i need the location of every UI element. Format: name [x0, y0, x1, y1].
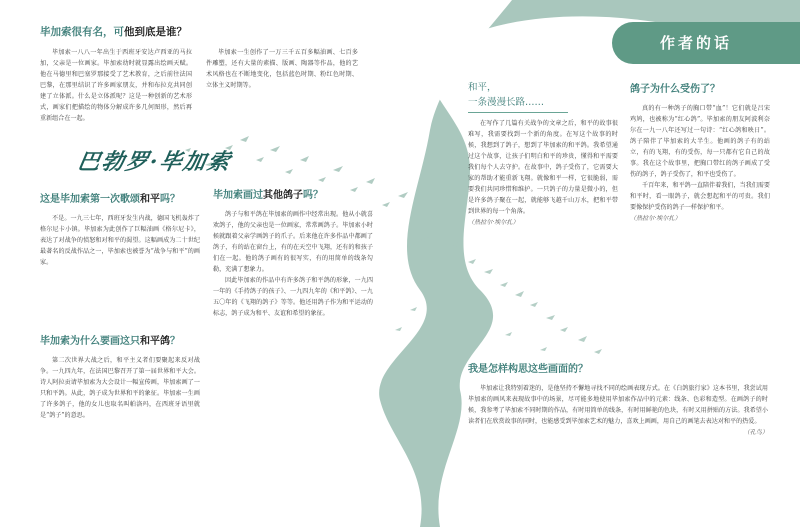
- quote-line-2: 一条漫漫长路……: [468, 97, 545, 108]
- section-title: 毕加索为什么要画这只和平鸽？: [40, 336, 180, 347]
- signature: （孔鸟）: [743, 429, 768, 436]
- section-other-doves: [213, 186, 373, 319]
- signature: （热拉尔·埃尔扎）: [468, 219, 519, 226]
- signature: （热拉尔·埃尔扎）: [630, 215, 681, 222]
- section-body: 真的有一种鸽子的胸口带“血”！它们就是吕宋鸡鸠，也被称为“红心鸽”。毕加索的朋友阿波利奈尔在一九一八年还写过一句诗：“红心鸽和映日”。鸽子陪伴了毕加索的大半生。他画的鸽子有的站立，有的飞翔，有的受伤，每一只都有它自己的故事。我在这个故事里，把胸口带红的鸽子画成了受伤的鸽子，鸽子受伤了，和平也受伤了。 千百年来，和平鸽一直陪伴着我们，当我们需要和平时，看一眼鸽子，就会想起和平的可贵。我们要像保护受伤的鸽子一样保护和平。: [630, 105, 770, 211]
- section-body: 不是。一九三七年，西班牙发生内战，德国飞机轰炸了格尔尼卡小镇。毕加索为此创作了巨幅油画《格尔尼卡》，表达了对战争的愤怒和对和平的渴望。这幅画成为二十世纪最著名的反战作品之一，毕加索也被誉为“战争与和平”的画家。: [40, 215, 200, 266]
- quote-underline: [468, 112, 568, 113]
- section-how-conceived: [468, 360, 768, 438]
- section-body: 毕加索让我特别着迷的，是他坚持不懈地寻找不同的绘画表现方式。在《白鸽旅行家》这本书里，我尝试用毕加索的画风来表现故事中的场景，尽可能多地使用毕加索作品中的元素：线条、色彩和造型。在画鸽子的时候，我参考了毕加索不同时期的作品，有时用简单的线条，有时用鲜艳的色块，有时又用拼贴的方法。我希望小读者们在欣赏故事的同时，也能感受到毕加索艺术的魅力，喜欢上画画，用自己的画笔去表达对和平的热爱。: [468, 385, 768, 425]
- section-title: 毕加索很有名，可他到底是谁？: [40, 26, 187, 38]
- section-body-col2: 毕加索一生创作了一万三千五百多幅油画、七百多件雕塑，还有大量的素描、版画、陶器等作品，他的艺术风格也在不断地变化，包括蓝色时期、粉红色时期、立体主义时期等。: [206, 49, 358, 89]
- section-title: 毕加索画过其他鸽子吗？: [213, 190, 323, 201]
- section-title: 鸽子为什么受伤了？: [630, 84, 720, 95]
- section-why-peace-dove: [40, 332, 200, 421]
- section-body-col1: 毕加索一八八一年出生于西班牙安达卢西亚的马拉加，父亲是一位画家。毕加索幼时就显露出绘画天赋。他在马德里和巴塞罗那接受了艺术教育，之后前往法国巴黎，在那里结识了许多画家朋友，并和布拉克共同创建了立体派。什么是立体派呢？这是一种创新的艺术形式，画家们把描绘的物体分解成许多几何图形，然后再重新组合在一起。: [40, 49, 192, 122]
- section-author-story: [468, 118, 618, 228]
- section-body: 鸽子与和平鸽在毕加索的画作中经常出现。他从小就喜欢鸽子，他的父亲也是一位画家，常常画鸽子。毕加索小时候就跟着父亲学画鸽子的爪子。后来他在许多作品中都画了鸽子，有的站在窗台上，有的在天空中飞翔，还有的和孩子们在一起。他的鸽子画有的很写实，有的用简单的线条勾勒，充满了想象力。 因此毕加索的作品中有许多鸽子和平鸽的形象，一九四一年的《手持鸽子的孩子》、一九四九年的《和平鸽》、一九五〇年的《飞翔的鸽子》等等。他还用鸽子作为和平运动的标志，鸽子成为和平、友谊和希望的象征。: [213, 211, 373, 317]
- section-body: 在写作了几篇有关战争的文章之后，和平的故事很难写，我需要找到一个新的角度。在写这个故事的时候，我想到了鸽子，想到了毕加索的和平鸽。我希望通过这个故事，让孩子们明白和平的珍贵，懂得和平需要我们每个人去守护。在故事中，鸽子受伤了，它需要大家的帮助才能重新飞翔。就像和平一样，它很脆弱，需要我们共同珍惜和维护。一只鸽子的力量是微小的，但是许多鸽子聚在一起，就能够飞越千山万水，把和平带到世界的每一个角落。: [468, 120, 618, 215]
- section-body: 第二次世界大战之后，和平主义者们要聚起来反对战争。一九四九年，在法国巴黎召开了第一届世界和平大会。诗人阿拉贡请毕加索为大会设计一幅宣传画，毕加索画了一只和平鸽。从此，鸽子成为世界和平的象征。毕加索一生画了许多鸽子，他的女儿也取名叫帕洛玛，在西班牙语里就是“鸽子”的意思。: [40, 357, 200, 419]
- section-who-is-picasso: [40, 24, 370, 124]
- section-why-dove-hurt: [630, 80, 770, 224]
- quote-line-1: 和平，: [468, 82, 497, 93]
- peace-quote: [468, 80, 568, 113]
- section-first-peace: [40, 190, 200, 268]
- author-tab-label: 作者的话: [660, 34, 733, 52]
- section-title: 这是毕加索第一次歌颂和平吗？: [40, 194, 180, 205]
- section-title: 我是怎样构思这些画面的？: [468, 364, 588, 375]
- picasso-calligraphy-title: 巴勃罗·毕加索: [75, 149, 234, 175]
